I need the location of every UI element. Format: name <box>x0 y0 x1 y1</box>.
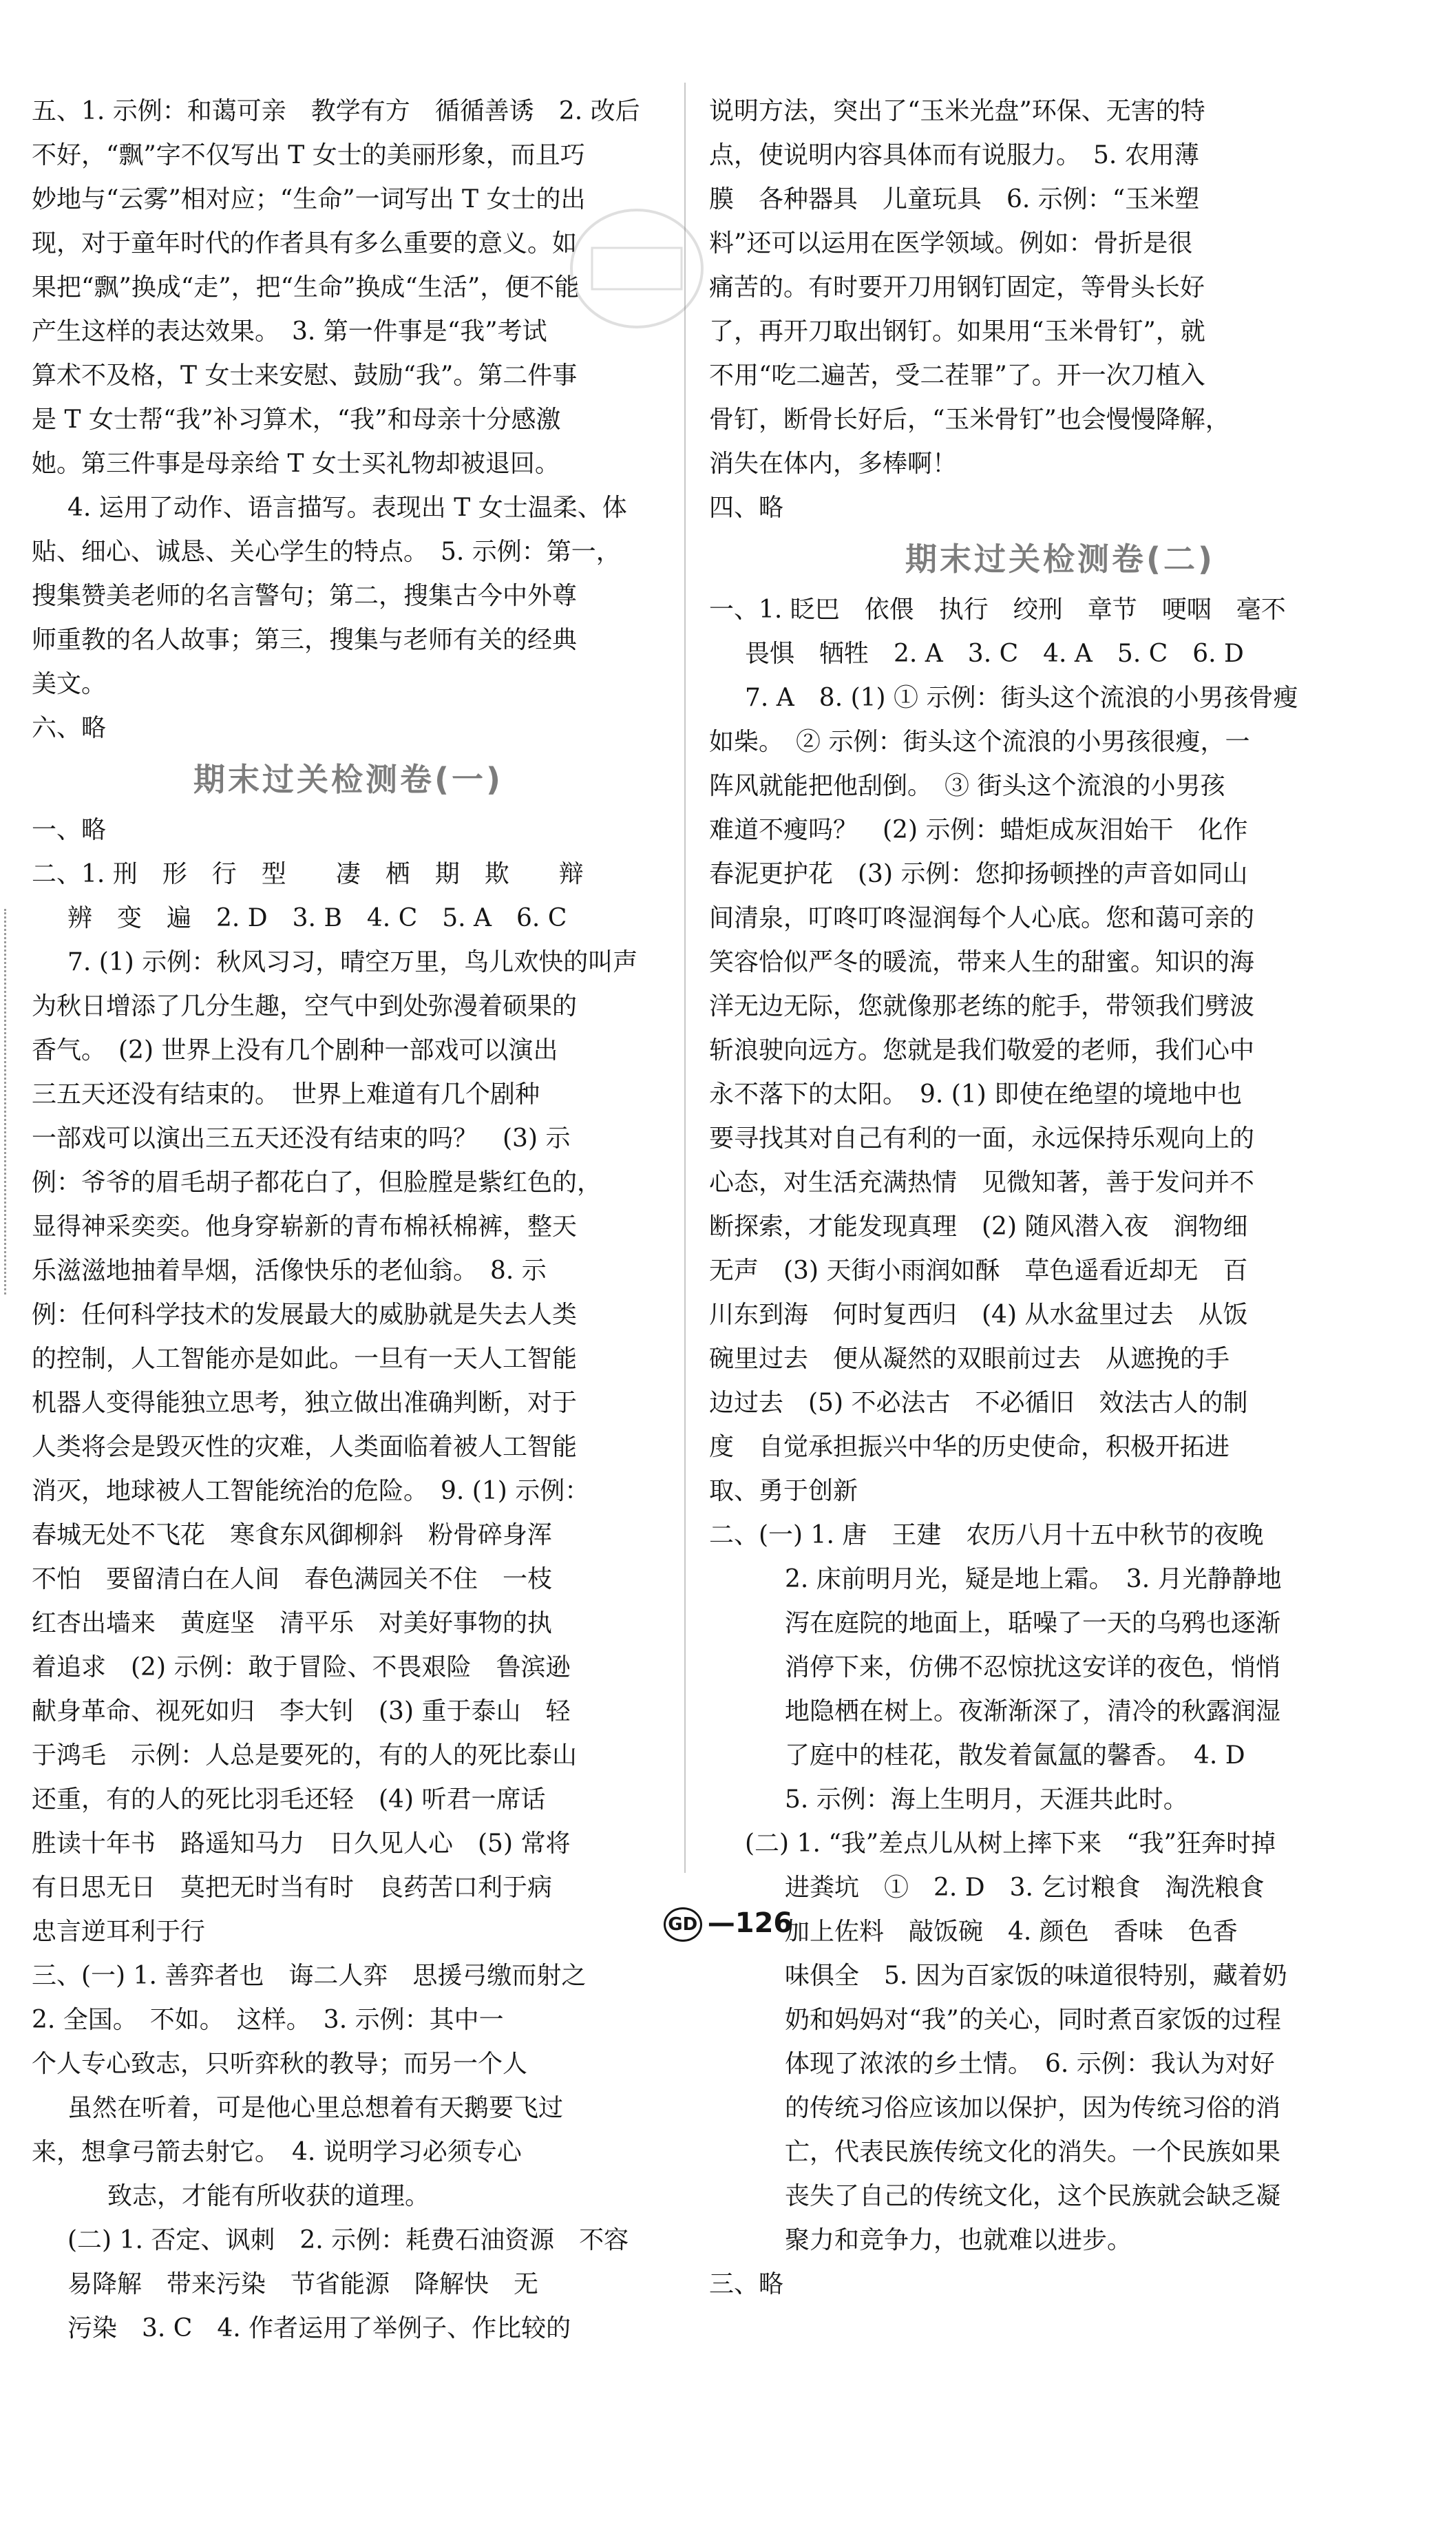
text-line: 进粪坑 ① 2. D 3. 乞讨粮食 淘洗粮食 <box>785 1874 1265 1902</box>
left-block-1 <box>32 90 665 751</box>
text-line: 春泥更护花 (3) 示例：您抑扬顿挫的声音如同山 <box>709 860 1248 888</box>
text-line: 7. A 8. (1) ① 示例：街头这个流浪的小男孩骨瘦 <box>745 684 1298 712</box>
text-line: 一、略 <box>32 816 107 844</box>
text-line: 地隐栖在树上。夜渐渐深了，清冷的秋露润湿 <box>785 1697 1281 1726</box>
left-block-2 <box>32 808 665 2527</box>
text-line: 料”还可以运用在医学领域。例如：骨折是很 <box>709 229 1193 258</box>
text-line: 还重，有的人的死比羽毛还轻 (4) 听君一席话 <box>32 1785 546 1814</box>
text-line: 来，想拿弓箭去射它。 4. 说明学习必须专心 <box>32 2138 522 2166</box>
text-line: 泻在庭院的地面上，聒噪了一天的乌鸦也逐渐 <box>785 1609 1281 1637</box>
text-line: (二) 1. 否定、讽刺 2. 示例：耗费石油资源 不容 <box>67 2226 629 2254</box>
text-line: 忠言逆耳利于行 <box>32 1918 206 1946</box>
text-line: 消灭，地球被人工智能统治的危险。 9. (1) 示例： <box>32 1477 590 1505</box>
text-line: 三、略 <box>709 2270 784 2298</box>
text-line: 了庭中的桂花，散发着氤氲的馨香。 4. D <box>785 1741 1245 1770</box>
text-line: 春城无处不飞花 寒食东风御柳斜 粉骨碎身浑 <box>32 1521 553 1549</box>
text-line: 的传统习俗应该加以保护，因为传统习俗的消 <box>785 2094 1281 2122</box>
text-line: 阵风就能把他刮倒。 ③ 街头这个流浪的小男孩 <box>709 772 1225 800</box>
text-line: 消停下来，仿佛不忍惊扰这安详的夜色，悄悄 <box>785 1653 1281 1681</box>
text-line: 骨钉，断骨长好后，“玉米骨钉”也会慢慢降解， <box>709 406 1230 434</box>
text-line: 碗里过去 便从凝然的双眼前过去 从遮挽的手 <box>709 1345 1230 1373</box>
text-line: 显得神采奕奕。他身穿崭新的青布棉袄棉裤，整天 <box>32 1213 578 1241</box>
text-line: 斩浪驶向远方。您就是我们敬爱的老师，我们心中 <box>709 1036 1255 1065</box>
text-line: 例：爷爷的眉毛胡子都花白了，但脸膛是紫红色的， <box>32 1168 602 1197</box>
page-number: —126 <box>707 1907 793 1939</box>
text-line: 辨 变 遍 2. D 3. B 4. C 5. A 6. C <box>67 904 567 932</box>
text-line: 体现了浓浓的乡土情。 6. 示例：我认为对好 <box>785 2050 1275 2078</box>
text-line: 加上佐料 敲饭碗 4. 颜色 香味 色香 <box>785 1918 1238 1946</box>
text-line: 果把“飘”换成“走”，把“生命”换成“生活”，便不能 <box>32 273 580 302</box>
text-line: 献身革命、视死如归 李大钊 (3) 重于泰山 轻 <box>32 1697 571 1726</box>
binding-edge-marks <box>4 909 6 1294</box>
text-line: 三五天还没有结束的。 世界上难道有几个剧种 <box>32 1080 540 1109</box>
text-line: 乐滋滋地抽着旱烟，活像快乐的老仙翁。 8. 示 <box>32 1257 547 1285</box>
text-line: 是 T 女士帮“我”补习算术，“我”和母亲十分感激 <box>32 406 561 434</box>
text-line: 点，使说明内容具体而有说服力。 5. 农用薄 <box>709 141 1199 169</box>
column-divider <box>684 83 686 1873</box>
text-line: 5. 示例：海上生明月，天涯共此时。 <box>785 1785 1188 1814</box>
text-line: 2. 全国。 不如。 这样。 3. 示例：其中一 <box>32 2006 504 2034</box>
text-line: 聚力和竞争力，也就难以进步。 <box>785 2226 1132 2254</box>
section-title-exam-2: 期末过关检测卷(二) <box>905 541 1216 578</box>
text-line: 度 自觉承担振兴中华的历史使命，积极开拓进 <box>709 1433 1230 1461</box>
text-line: 无声 (3) 天街小雨润如酥 草色遥看近却无 百 <box>709 1257 1248 1285</box>
text-line: 永不落下的太阳。 9. (1) 即使在绝望的境地中也 <box>709 1080 1243 1109</box>
text-line: 膜 各种器具 儿童玩具 6. 示例：“玉米塑 <box>709 185 1200 213</box>
text-line: 奶和妈妈对“我”的关心，同时煮百家饭的过程 <box>785 2006 1281 2034</box>
text-line: 五、1. 示例：和蔼可亲 教学有方 循循善诱 2. 改后 <box>32 97 640 125</box>
text-line: 机器人变得能独立思考，独立做出准确判断，对于 <box>32 1389 578 1417</box>
text-line: 红杏出墙来 黄庭坚 清平乐 对美好事物的执 <box>32 1609 553 1637</box>
text-line <box>32 2439 665 2483</box>
text-line: 于鸿毛 示例：人总是要死的，有的人的死比泰山 <box>32 1741 578 1770</box>
text-line: 有日思无日 莫把无时当有时 良药苦口利于病 <box>32 1874 553 1902</box>
text-line: 人类将会是毁灭性的灾难，人类面临着被人工智能 <box>32 1433 578 1461</box>
text-line: 间清泉，叮咚叮咚湿润每个人心底。您和蔼可亲的 <box>709 904 1255 932</box>
right-block-1 <box>709 90 1411 530</box>
text-line: 畏惧 牺牲 2. A 3. C 4. A 5. C 6. D <box>745 640 1244 668</box>
text-line: 妙地与“云雾”相对应；“生命”一词写出 T 女士的出 <box>32 185 586 213</box>
text-line: 心态，对生活充满热情 见微知著，善于发问并不 <box>709 1168 1255 1197</box>
text-line: 产生这样的表达效果。 3. 第一件事是“我”考试 <box>32 317 547 346</box>
text-line: 味俱全 5. 因为百家饭的味道很特别，藏着奶 <box>785 1962 1287 1990</box>
right-block-2 <box>709 588 1411 2307</box>
publisher-badge: GD <box>664 1907 702 1942</box>
text-line: 现，对于童年时代的作者具有多么重要的意义。如 <box>32 229 578 258</box>
text-line: 不好，“飘”字不仅写出 T 女士的美丽形象，而且巧 <box>32 141 585 169</box>
text-line: 四、略 <box>709 494 784 522</box>
text-line: 美文。 <box>32 670 107 698</box>
page-footer <box>0 1907 1456 1942</box>
text-line: 2. 床前明月光，疑是地上霜。 3. 月光静静地 <box>785 1565 1282 1593</box>
left-column <box>32 90 665 2527</box>
text-line: 难道不瘦吗？ (2) 示例：蜡炬成灰泪始干 化作 <box>709 816 1248 844</box>
text-line: 7. (1) 示例：秋风习习，晴空万里，鸟儿欢快的叫声 <box>67 948 638 976</box>
text-line: 个人专心致志，只听弈秋的教导；而另一个人 <box>32 2050 528 2078</box>
text-line: 边过去 (5) 不必法古 不必循旧 效法古人的制 <box>709 1389 1248 1417</box>
text-line: 要寻找其对自己有利的一面，永远保持乐观向上的 <box>709 1124 1255 1153</box>
text-line: 着追求 (2) 示例：敢于冒险、不畏艰险 鲁滨逊 <box>32 1653 571 1681</box>
text-line: 消失在体内，多棒啊！ <box>709 450 958 478</box>
text-line: 易降解 带来污染 节省能源 降解快 无 <box>67 2270 539 2298</box>
right-column <box>709 90 1411 2307</box>
text-line: 二、(一) 1. 唐 王建 农历八月十五中秋节的夜晚 <box>709 1521 1264 1549</box>
text-line: 师重教的名人故事；第三，搜集与老师有关的经典 <box>32 626 578 654</box>
text-line: 虽然在听着，可是他心里总想着有天鹅要飞过 <box>67 2094 564 2122</box>
text-line: 川东到海 何时复西归 (4) 从水盆里过去 从饭 <box>709 1301 1248 1329</box>
text-line <box>32 2351 665 2395</box>
text-line: 洋无边无际，您就像那老练的舵手，带领我们劈波 <box>709 992 1255 1020</box>
text-line: 一、1. 眨巴 依偎 执行 绞刑 章节 哽咽 毫不 <box>709 596 1286 624</box>
text-line: 致志，才能有所收获的道理。 <box>107 2182 430 2210</box>
text-line: 为秋日增添了几分生趣，空气中到处弥漫着硕果的 <box>32 992 578 1020</box>
text-line: 六、略 <box>32 714 107 742</box>
text-line: 搜集赞美老师的名言警句；第二，搜集古今中外尊 <box>32 582 578 610</box>
text-line: 丧失了自己的传统文化，这个民族就会缺乏凝 <box>785 2182 1281 2210</box>
text-line: 痛苦的。有时要开刀用钢钉固定，等骨头长好 <box>709 273 1205 302</box>
text-line: 了，再开刀取出钢钉。如果用“玉米骨钉”，就 <box>709 317 1205 346</box>
text-line <box>32 2483 665 2527</box>
text-line: 一部戏可以演出三五天还没有结束的吗？ (3) 示 <box>32 1124 571 1153</box>
text-line: 说明方法，突出了“玉米光盘”环保、无害的特 <box>709 97 1205 125</box>
text-line: 香气。 (2) 世界上没有几个剧种一部戏可以演出 <box>32 1036 558 1065</box>
text-line: 取、勇于创新 <box>709 1477 858 1505</box>
text-line: 如柴。 ② 示例：街头这个流浪的小男孩很瘦，一 <box>709 728 1250 756</box>
text-line: 污染 3. C 4. 作者运用了举例子、作比较的 <box>67 2314 571 2342</box>
text-line: 亡，代表民族传统文化的消失。一个民族如果 <box>785 2138 1281 2166</box>
text-line: 三、(一) 1. 善弈者也 诲二人弈 思援弓缴而射之 <box>32 1962 587 1990</box>
text-line <box>32 2395 665 2439</box>
text-line: 不怕 要留清白在人间 春色满园关不住 一枝 <box>32 1565 553 1593</box>
text-line: 算术不及格，T 女士来安慰、鼓励“我”。第二件事 <box>32 361 578 390</box>
text-line: 胜读十年书 路遥知马力 日久见人心 (5) 常将 <box>32 1829 571 1858</box>
text-line: 不用“吃二遍苦，受二茬罪”了。开一次刀植入 <box>709 361 1205 390</box>
text-line: 例：任何科学技术的发展最大的威胁就是失去人类 <box>32 1301 578 1329</box>
text-line: 笑容恰似严冬的暖流，带来人生的甜蜜。知识的海 <box>709 948 1255 976</box>
text-line: 4. 运用了动作、语言描写。表现出 T 女士温柔、体 <box>67 494 627 522</box>
text-line: 的控制，人工智能亦是如此。一旦有一天人工智能 <box>32 1345 578 1373</box>
text-line: 二、1. 刑 形 行 型 凄 栖 期 欺 辩 <box>32 860 584 888</box>
text-line: 贴、细心、诚恳、关心学生的特点。 5. 示例：第一， <box>32 538 621 566</box>
text-line: 她。第三件事是母亲给 T 女士买礼物却被退回。 <box>32 450 560 478</box>
text-line: 断探索，才能发现真理 (2) 随风潜入夜 润物细 <box>709 1213 1248 1241</box>
text-line: (二) 1. “我”差点儿从树上摔下来 “我”狂奔时掉 <box>745 1829 1276 1858</box>
section-title-exam-1: 期末过关检测卷(一) <box>193 761 504 798</box>
